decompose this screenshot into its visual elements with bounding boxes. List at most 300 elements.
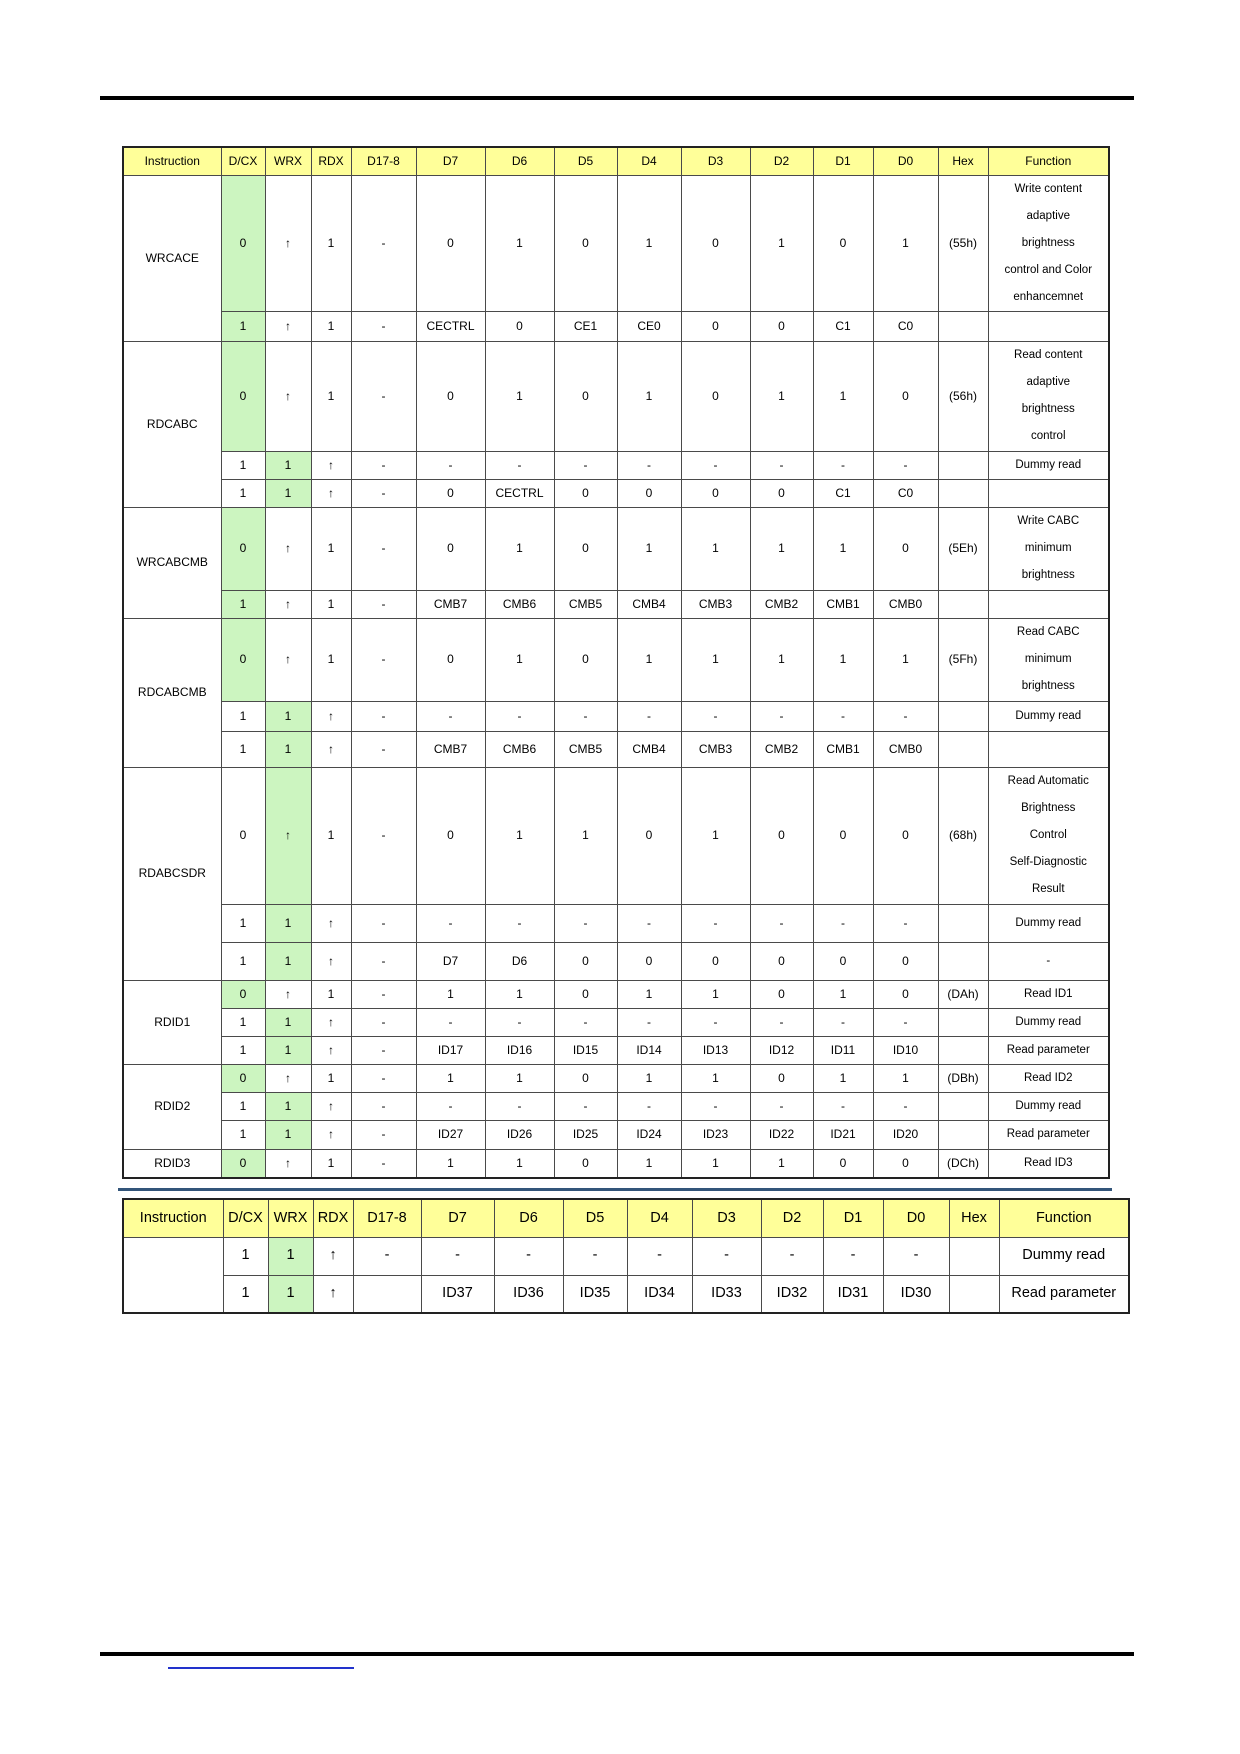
table-cell: -	[351, 507, 416, 590]
table-cell: CMB1	[813, 731, 873, 767]
table-cell: -	[351, 590, 416, 618]
table-cell: -	[351, 1036, 416, 1064]
table-cell: -	[617, 904, 681, 942]
column-header: Function	[988, 147, 1109, 175]
table-cell: -	[681, 451, 750, 479]
table-cell: 0	[554, 942, 617, 980]
table-cell: (DCh)	[938, 1149, 988, 1178]
table-cell: 1	[617, 980, 681, 1008]
table-cell: 1	[617, 507, 681, 590]
table-cell: 0	[813, 175, 873, 311]
table-cell: 0	[416, 767, 485, 904]
table-header-row	[123, 1199, 1129, 1237]
function-line: Read content	[1014, 349, 1083, 361]
table-cell: -	[554, 451, 617, 479]
function-cell	[988, 341, 1109, 451]
table-cell: ID33	[692, 1275, 761, 1313]
function-cell	[988, 311, 1109, 341]
function-cell	[988, 1120, 1109, 1149]
table-cell: -	[813, 1092, 873, 1120]
table-cell	[938, 1036, 988, 1064]
table-cell: 1	[750, 1149, 813, 1178]
table-cell: 0	[681, 479, 750, 507]
function-line: minimum	[1024, 653, 1072, 665]
table-cell: -	[554, 1008, 617, 1036]
column-header: D0	[883, 1199, 949, 1237]
table-cell: ID13	[681, 1036, 750, 1064]
table-cell: (68h)	[938, 767, 988, 904]
table-cell: 1	[485, 175, 554, 311]
table-cell: 0	[416, 175, 485, 311]
table-row	[123, 311, 1109, 341]
table-cell: ↑	[311, 904, 351, 942]
table-cell: 0	[617, 479, 681, 507]
table-cell: 0	[221, 1149, 265, 1178]
table-cell: 1	[311, 980, 351, 1008]
table-cell: CMB3	[681, 590, 750, 618]
command-table	[122, 146, 1110, 1179]
table-cell: 0	[485, 311, 554, 341]
function-cell	[988, 1064, 1109, 1092]
footer-rule	[100, 1652, 1134, 1656]
function-line: Read ID2	[1023, 1071, 1073, 1084]
function-cell	[988, 980, 1109, 1008]
table-cell: ID34	[627, 1275, 692, 1313]
table-cell: 0	[554, 980, 617, 1008]
function-cell	[999, 1237, 1129, 1275]
function-cell	[988, 175, 1109, 311]
table-cell: ID12	[750, 1036, 813, 1064]
table-cell: -	[750, 1008, 813, 1036]
table-cell: 1	[750, 175, 813, 311]
table-cell: -	[351, 767, 416, 904]
table-cell: ID17	[416, 1036, 485, 1064]
function-cell	[988, 1149, 1109, 1178]
table-header-row	[123, 147, 1109, 175]
table-cell: -	[351, 980, 416, 1008]
table-cell: ↑	[265, 1064, 311, 1092]
table-cell: CMB0	[873, 590, 938, 618]
table-cell: 1	[750, 341, 813, 451]
function-cell	[988, 701, 1109, 731]
table-cell: ID36	[494, 1275, 563, 1313]
function-line: Dummy read	[1015, 458, 1082, 471]
column-header: D4	[627, 1199, 692, 1237]
function-line: Dummy read	[1015, 709, 1082, 722]
table-cell: 1	[311, 341, 351, 451]
table-cell: 0	[416, 479, 485, 507]
table-cell: 1	[221, 1008, 265, 1036]
table-cell: -	[485, 701, 554, 731]
table-cell: ID20	[873, 1120, 938, 1149]
function-cell	[988, 1092, 1109, 1120]
table-cell: 1	[617, 1064, 681, 1092]
table-cell: 1	[268, 1275, 313, 1313]
table-row	[123, 175, 1109, 311]
table-cell: 1	[485, 767, 554, 904]
table-cell: 1	[873, 1064, 938, 1092]
table-cell: 1	[485, 618, 554, 701]
column-header: D/CX	[221, 147, 265, 175]
table-cell: CMB2	[750, 590, 813, 618]
table-cell: 0	[221, 980, 265, 1008]
table-cell: 0	[873, 767, 938, 904]
column-header: D7	[421, 1199, 494, 1237]
table-cell: C1	[813, 479, 873, 507]
function-line: Control	[1029, 829, 1067, 841]
table-cell: ↑	[265, 618, 311, 701]
table-cell: -	[813, 701, 873, 731]
function-line: Dummy read	[1022, 1247, 1106, 1264]
table-cell: 1	[265, 701, 311, 731]
table-cell: 1	[617, 618, 681, 701]
table-cell: 1	[681, 507, 750, 590]
table-cell: 0	[416, 507, 485, 590]
table-row	[123, 1120, 1109, 1149]
table-cell: 0	[750, 942, 813, 980]
table-cell: ID11	[813, 1036, 873, 1064]
table-cell: ID26	[485, 1120, 554, 1149]
table-cell: 0	[554, 507, 617, 590]
table-cell: ID16	[485, 1036, 554, 1064]
table-cell: -	[750, 451, 813, 479]
table-cell: ID25	[554, 1120, 617, 1149]
table-cell: 1	[485, 1149, 554, 1178]
table-row	[123, 590, 1109, 618]
column-header: D17-8	[353, 1199, 421, 1237]
table-row	[123, 942, 1109, 980]
table-cell: 1	[617, 175, 681, 311]
table-cell: 1	[681, 1064, 750, 1092]
function-line: adaptive	[1026, 376, 1070, 388]
table-cell	[949, 1275, 999, 1313]
table-cell: -	[351, 1008, 416, 1036]
table-cell: 0	[221, 341, 265, 451]
table-cell: ID37	[421, 1275, 494, 1313]
table-cell: 0	[617, 942, 681, 980]
table-cell: 1	[221, 731, 265, 767]
function-cell	[988, 904, 1109, 942]
table-cell: 1	[311, 175, 351, 311]
table-cell: -	[750, 701, 813, 731]
table-cell	[353, 1275, 421, 1313]
function-line: Read Automatic	[1007, 775, 1089, 787]
table-cell: 0	[873, 507, 938, 590]
table-cell: D7	[416, 942, 485, 980]
column-header: D5	[563, 1199, 627, 1237]
table-cell: (5Eh)	[938, 507, 988, 590]
table-cell: 1	[485, 1064, 554, 1092]
table-cell: 0	[221, 767, 265, 904]
footer-link-underline[interactable]	[168, 1667, 354, 1669]
table-cell: ID35	[563, 1275, 627, 1313]
table-cell: C1	[813, 311, 873, 341]
table-cell	[938, 1120, 988, 1149]
column-header: WRX	[268, 1199, 313, 1237]
table-cell: ↑	[311, 942, 351, 980]
table-cell: -	[681, 1092, 750, 1120]
instruction-cell: RDID2	[123, 1064, 221, 1149]
table-cell: ↑	[311, 1092, 351, 1120]
table-cell: CMB5	[554, 731, 617, 767]
table-cell: -	[353, 1237, 421, 1275]
table-cell: -	[681, 701, 750, 731]
table-cell: 0	[813, 767, 873, 904]
table-row	[123, 1008, 1109, 1036]
table-cell: CECTRL	[485, 479, 554, 507]
table-cell: 1	[681, 767, 750, 904]
table-cell: CMB2	[750, 731, 813, 767]
table-cell: D6	[485, 942, 554, 980]
table-row	[123, 1149, 1109, 1178]
table-cell: 0	[873, 980, 938, 1008]
column-header: D2	[761, 1199, 823, 1237]
table-cell: 1	[813, 1064, 873, 1092]
table-cell: 0	[750, 980, 813, 1008]
table-cell: 1	[221, 451, 265, 479]
table-cell: 0	[554, 479, 617, 507]
function-line: brightness	[1021, 403, 1075, 415]
table-cell: (DAh)	[938, 980, 988, 1008]
table-cell: -	[351, 479, 416, 507]
instruction-cell: RDCABCMB	[123, 618, 221, 767]
column-header: D3	[692, 1199, 761, 1237]
table-cell: 1	[873, 175, 938, 311]
table-cell: 0	[554, 341, 617, 451]
table-cell	[938, 701, 988, 731]
table-cell: 1	[813, 980, 873, 1008]
column-header: Instruction	[123, 1199, 223, 1237]
table-cell: -	[416, 1092, 485, 1120]
table-cell: 1	[221, 942, 265, 980]
table-cell: -	[416, 701, 485, 731]
header-rule	[100, 96, 1134, 100]
table-cell	[938, 1008, 988, 1036]
function-line: control and Color	[1004, 263, 1093, 276]
table-cell: ID31	[823, 1275, 883, 1313]
table-cell: -	[416, 1008, 485, 1036]
table-cell: 1	[221, 479, 265, 507]
table-cell: -	[351, 451, 416, 479]
table-row	[123, 767, 1109, 904]
column-header: Hex	[949, 1199, 999, 1237]
table-cell: 0	[681, 311, 750, 341]
table-cell: CE1	[554, 311, 617, 341]
table-cell: 1	[485, 980, 554, 1008]
table-cell: (DBh)	[938, 1064, 988, 1092]
table-cell: ↑	[313, 1275, 353, 1313]
function-line: Dummy read	[1015, 1015, 1082, 1028]
table-cell: 0	[681, 341, 750, 451]
table-cell: -	[485, 904, 554, 942]
table-cell: -	[823, 1237, 883, 1275]
table-cell: CMB0	[873, 731, 938, 767]
table-row	[123, 479, 1109, 507]
table-cell: ID15	[554, 1036, 617, 1064]
table-row	[123, 507, 1109, 590]
function-line: Brightness	[1021, 802, 1076, 814]
table-row	[123, 980, 1109, 1008]
table-cell: 1	[265, 731, 311, 767]
table-cell: 1	[311, 507, 351, 590]
function-line: Read parameter	[1011, 1285, 1117, 1302]
function-cell	[988, 590, 1109, 618]
table-cell: 1	[311, 311, 351, 341]
table-cell: -	[873, 701, 938, 731]
instruction-cell: WRCACE	[123, 175, 221, 341]
table-cell: -	[494, 1237, 563, 1275]
table-cell: 1	[416, 1149, 485, 1178]
table-cell: -	[617, 1008, 681, 1036]
function-line: Read ID3	[1023, 1156, 1073, 1169]
table-cell: ID32	[761, 1275, 823, 1313]
table-cell: -	[351, 731, 416, 767]
table-cell: ID10	[873, 1036, 938, 1064]
table-cell: -	[351, 904, 416, 942]
column-header: D7	[416, 147, 485, 175]
table-cell: 1	[617, 341, 681, 451]
table-cell: ID21	[813, 1120, 873, 1149]
table-cell: -	[351, 175, 416, 311]
table-cell: 1	[223, 1275, 268, 1313]
table-cell: -	[351, 942, 416, 980]
table-cell: ↑	[265, 341, 311, 451]
table-cell: ID30	[883, 1275, 949, 1313]
function-line: brightness	[1021, 236, 1075, 249]
table-cell: 1	[813, 341, 873, 451]
table-cell: 0	[750, 311, 813, 341]
table-cell: ↑	[265, 507, 311, 590]
table-cell: -	[351, 618, 416, 701]
table-cell: 1	[681, 1149, 750, 1178]
table-cell: ↑	[265, 590, 311, 618]
table-cell: ID22	[750, 1120, 813, 1149]
function-line: brightness	[1021, 680, 1075, 692]
instruction-cell: RDID1	[123, 980, 221, 1064]
table-cell: -	[617, 701, 681, 731]
function-line: brightness	[1021, 569, 1075, 581]
table-row	[123, 1036, 1109, 1064]
table-cell: 1	[221, 1036, 265, 1064]
table-cell: 1	[221, 904, 265, 942]
table-cell: -	[351, 1120, 416, 1149]
table-row	[123, 701, 1109, 731]
table-cell: CMB6	[485, 731, 554, 767]
column-header: RDX	[313, 1199, 353, 1237]
table-cell	[949, 1237, 999, 1275]
table-cell: 0	[681, 175, 750, 311]
function-line: Write CABC	[1017, 515, 1080, 527]
function-line: Read ID1	[1023, 987, 1073, 1000]
function-line: Write content	[1014, 182, 1083, 195]
function-cell	[988, 479, 1109, 507]
table-cell: CMB5	[554, 590, 617, 618]
table-cell: 1	[617, 1149, 681, 1178]
function-line: Read CABC	[1016, 626, 1080, 638]
table-cell: ↑	[311, 1008, 351, 1036]
table-cell: 0	[221, 175, 265, 311]
table-cell: CMB3	[681, 731, 750, 767]
table-cell: -	[617, 451, 681, 479]
column-header: D5	[554, 147, 617, 175]
table-cell: 1	[416, 980, 485, 1008]
table-cell: -	[351, 341, 416, 451]
table-cell: 0	[221, 618, 265, 701]
table-cell: ↑	[311, 1036, 351, 1064]
table-row	[123, 1092, 1109, 1120]
table-cell: ↑	[265, 767, 311, 904]
table-cell: C0	[873, 311, 938, 341]
table-cell: 1	[265, 942, 311, 980]
table-cell	[938, 479, 988, 507]
table-cell: -	[351, 1092, 416, 1120]
table-cell: -	[563, 1237, 627, 1275]
table-cell: -	[873, 451, 938, 479]
column-header: D4	[617, 147, 681, 175]
table-cell: 1	[265, 479, 311, 507]
table-cell	[938, 904, 988, 942]
table-cell: -	[627, 1237, 692, 1275]
column-header: D3	[681, 147, 750, 175]
table-cell: C0	[873, 479, 938, 507]
table-cell: 0	[617, 767, 681, 904]
table-cell: -	[750, 1092, 813, 1120]
function-line: Dummy read	[1015, 916, 1082, 929]
command-table-continued	[122, 1198, 1130, 1314]
table-cell: 1	[813, 507, 873, 590]
table-cell: 0	[554, 618, 617, 701]
table-cell	[938, 731, 988, 767]
table-cell: 1	[221, 1092, 265, 1120]
function-cell	[988, 618, 1109, 701]
column-header: Hex	[938, 147, 988, 175]
table-cell: -	[416, 451, 485, 479]
function-line: Read parameter	[1006, 1043, 1090, 1056]
table-cell: 1	[311, 767, 351, 904]
function-line: enhancemnet	[1013, 290, 1084, 303]
instruction-cell	[123, 1237, 223, 1313]
column-header: D6	[494, 1199, 563, 1237]
table-cell: 0	[681, 942, 750, 980]
table-row	[123, 731, 1109, 767]
column-header: D17-8	[351, 147, 416, 175]
table-cell: 0	[750, 1064, 813, 1092]
instruction-cell: RDABCSDR	[123, 767, 221, 980]
table-cell: ↑	[311, 731, 351, 767]
table-cell	[938, 451, 988, 479]
column-header: D2	[750, 147, 813, 175]
table-cell	[938, 942, 988, 980]
table-cell: -	[813, 904, 873, 942]
table-cell: 1	[681, 618, 750, 701]
table-cell: 1	[485, 341, 554, 451]
table-cell: CMB1	[813, 590, 873, 618]
table-cell: -	[554, 1092, 617, 1120]
table-cell: 1	[485, 507, 554, 590]
function-line: control	[1030, 430, 1066, 442]
table-row	[123, 1237, 1129, 1275]
function-line: Dummy read	[1015, 1099, 1082, 1112]
table-cell: ↑	[311, 479, 351, 507]
table-cell: 0	[416, 341, 485, 451]
column-header: D1	[813, 147, 873, 175]
table-cell: 1	[265, 1036, 311, 1064]
table-row	[123, 618, 1109, 701]
function-cell	[988, 451, 1109, 479]
table-cell: 1	[221, 1120, 265, 1149]
table-cell: 1	[265, 1008, 311, 1036]
table-cell: ↑	[311, 701, 351, 731]
